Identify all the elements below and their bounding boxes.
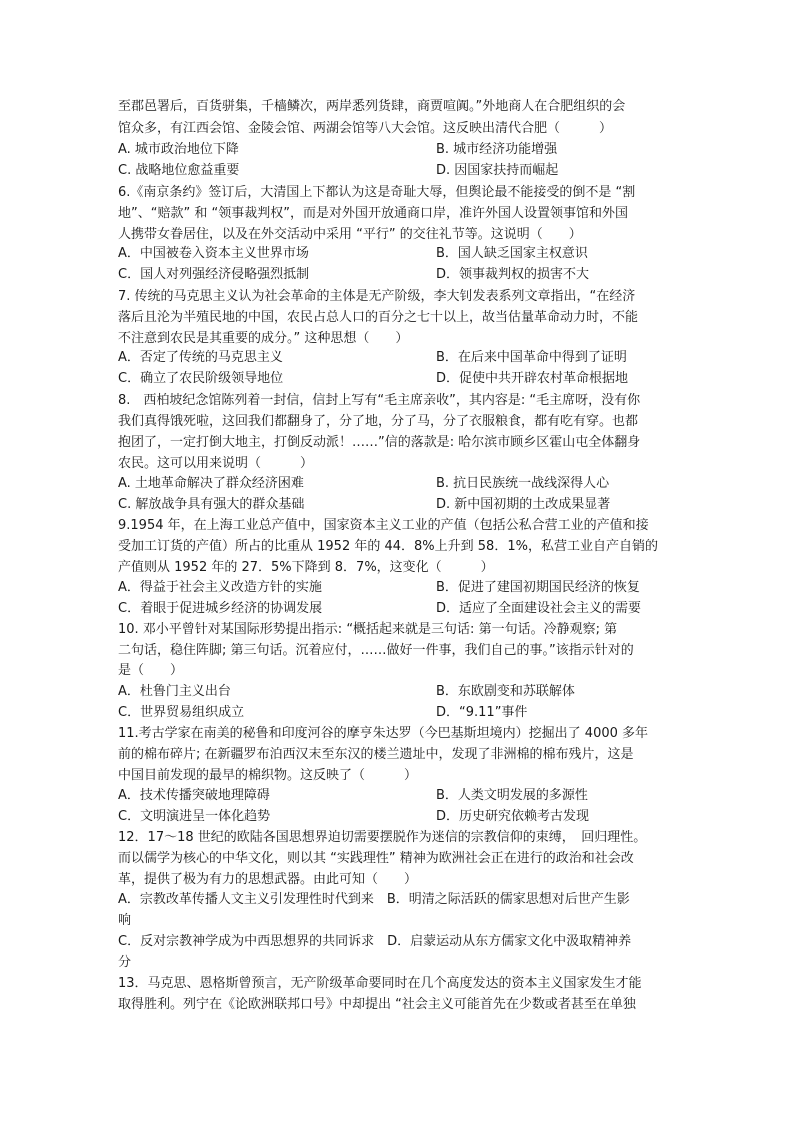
q8-option-d[interactable]: D. 新中国初期的土改成果显著 [436,497,611,512]
q10-option-b[interactable]: B．东欧剧变和苏联解体 [436,684,575,699]
q11-stem-line-1: 11.考古学家在南美的秘鲁和印度河谷的摩亨朱达罗（今巴基斯坦境内）挖掘出了 4000 多年 [118,726,649,741]
q7-option-c[interactable]: C．确立了农民阶级领导地位 [118,371,284,386]
q7-option-b[interactable]: B．在后来中国革命中得到了证明 [436,350,627,365]
q5-stem-line-2: 馆众多，有江西会馆、金陵会馆、两湖会馆等八大会馆。这反映出清代合肥（ ） [118,121,613,136]
q7-option-a[interactable]: A．否定了传统的马克思主义 [118,350,283,365]
q11-option-b[interactable]: B．人类文明发展的多源性 [436,788,588,803]
q8-stem-line-1: 8. 西柏坡纪念馆陈列着一封信，信封上写有“毛主席亲收”，其内容是: “毛主席呀，没有你 [118,393,641,408]
q10-stem-line-2: 二句话，稳住阵脚; 第三句话。沉着应付，……做好一件事，我们自己的事。”该指示针对的 [118,643,634,658]
q11-option-d[interactable]: D．历史研究依赖考古发现 [436,809,590,824]
q12-option-d-cont[interactable]: 分 [118,955,132,970]
q11-stem-line-2: 前的棉布碎片; 在新疆罗布泊西汉末至东汉的楼兰遗址中，发现了非洲棉的棉布残片，这是 [118,747,634,762]
q10-stem-line-3: 是（ ） [118,663,184,678]
q8-option-a[interactable]: A. 土地革命解决了群众经济困难 [118,476,304,491]
q6-option-d[interactable]: D．领事裁判权的损害不大 [436,267,590,282]
q10-option-d[interactable]: D．“9.11”事件 [436,705,528,720]
q7-stem-line-3: 不注意到农民是其重要的成分。” 这种思想（ ） [118,331,409,346]
q5-option-b[interactable]: B. 城市经济功能增强 [436,142,558,157]
q7-stem-line-2: 落后且沦为半殖民地的中国，农民占总人口的百分之七十以上，故当估量革命动力时，不能 [118,310,639,325]
q10-option-a[interactable]: A．杜鲁门主义出台 [118,684,231,699]
q6-stem-line-1: 6.《南京条约》签订后，大清国上下都认为这是奇耻大辱，但舆论最不能接受的倒不是 “割 [118,185,636,200]
q8-stem-line-3: 抱团了，一定打倒大地主，打倒反动派！……”信的落款是: 哈尔滨市顾乡区霍山屯全体翻身 [118,435,641,450]
q5-stem-line-1: 至郡邑署后，百货骈集，千樯鳞次，两岸悉列货肆，商贾喧阗。”外地商人在合肥组织的会 [118,99,626,114]
q8-stem-line-4: 农民。这可以用来说明（ ） [118,456,314,471]
q11-stem-line-3: 中国目前发现的最早的棉织物。这反映了（ ） [118,768,418,783]
q8-stem-line-2: 我们真得饿死啦，这回我们都翻身了，分了地，分了马，分了衣服粮食，都有吃有穿。也都 [118,414,639,429]
q12-option-a-b[interactable]: A．宗教改革传播人文主义引发理性时代到来 B．明清之际活跃的儒家思想对后世产生影 [118,892,630,907]
q10-option-c[interactable]: C．世界贸易组织成立 [118,705,245,720]
q8-option-c[interactable]: C. 解放战争具有强大的群众基础 [118,497,305,512]
q8-option-b[interactable]: B. 抗日民族统一战线深得人心 [436,476,610,491]
q9-stem-line-1: 9.1954 年，在上海工业总产值中，国家资本主义工业的产值（包括公私合营工业的产值和接 [118,518,649,533]
q13-stem-line-2: 取得胜利。列宁在《论欧洲联邦口号》中却提出 “社会主义可能首先在少数或者甚至在单独 [118,997,636,1012]
q7-stem-line-1: 7. 传统的马克思主义认为社会革命的主体是无产阶级，李大钊发表系列文章指出，“在经济 [118,289,636,304]
q11-option-c[interactable]: C．文明演进呈一体化趋势 [118,809,271,824]
q12-stem-line-1: 12．17～18 世纪的欧陆各国思想界迫切需要摆脱作为迷信的宗教信仰的束缚， 回归理性。 [118,830,647,845]
q12-stem-line-3: 革，提供了极为有力的思想武器。由此可知（ ） [118,872,418,887]
q6-stem-line-3: 人携带女眷居住，以及在外交活动中采用 “平行” 的交往礼节等。这说明（ ） [118,227,582,242]
q9-stem-line-3: 产值则从 1952 年的 27．5%下降到 8．7%，这变化（ ） [118,560,494,575]
q6-option-b[interactable]: B．国人缺乏国家主权意识 [436,246,588,261]
q9-option-d[interactable]: D．适应了全面建设社会主义的需要 [436,601,642,616]
q6-stem-line-2: 地”、“赔款” 和 “领事裁判权”，而是对外国开放通商口岸，准许外国人设置领事馆和外国 [118,206,628,221]
q9-option-b[interactable]: B．促进了建国初期国民经济的恢复 [436,580,640,595]
q12-stem-line-2: 而以儒学为核心的中华文化，则以其 “实践理性” 精神为欧洲社会正在进行的政治和社会改 [118,851,634,866]
q5-option-a[interactable]: A. 城市政治地位下降 [118,142,239,157]
q6-option-a[interactable]: A．中国被卷入资本主义世界市场 [118,246,309,261]
q5-option-d[interactable]: D. 因国家扶持而崛起 [436,163,559,178]
q9-option-c[interactable]: C．着眼于促进城乡经济的协调发展 [118,601,323,616]
q6-option-c[interactable]: C．国人对列强经济侵略强烈抵制 [118,267,310,282]
q12-option-b-cont[interactable]: 响 [118,913,132,928]
q5-option-c[interactable]: C. 战略地位愈益重要 [118,163,240,178]
q9-option-a[interactable]: A．得益于社会主义改造方针的实施 [118,580,322,595]
q11-option-a[interactable]: A．技术传播突破地理障碍 [118,788,270,803]
q7-option-d[interactable]: D．促使中共开辟农村革命根据地 [436,371,629,386]
q13-stem-line-1: 13．马克思、恩格斯曾预言，无产阶级革命要同时在几个高度发达的资本主义国家发生才能 [118,976,642,991]
q9-stem-line-2: 受加工订货的产值）所占的比重从 1952 年的 44．8%上升到 58．1%，私营工业自产自销的 [118,539,658,554]
q10-stem-line-1: 10. 邓小平曾针对某国际形势提出指示: “概括起来就是三句话: 第一句话。冷静观察; 第 [118,622,618,637]
q12-option-c-d[interactable]: C．反对宗教神学成为中西思想界的共同诉求 D．启蒙运动从东方儒家文化中汲取精神养 [118,934,632,949]
